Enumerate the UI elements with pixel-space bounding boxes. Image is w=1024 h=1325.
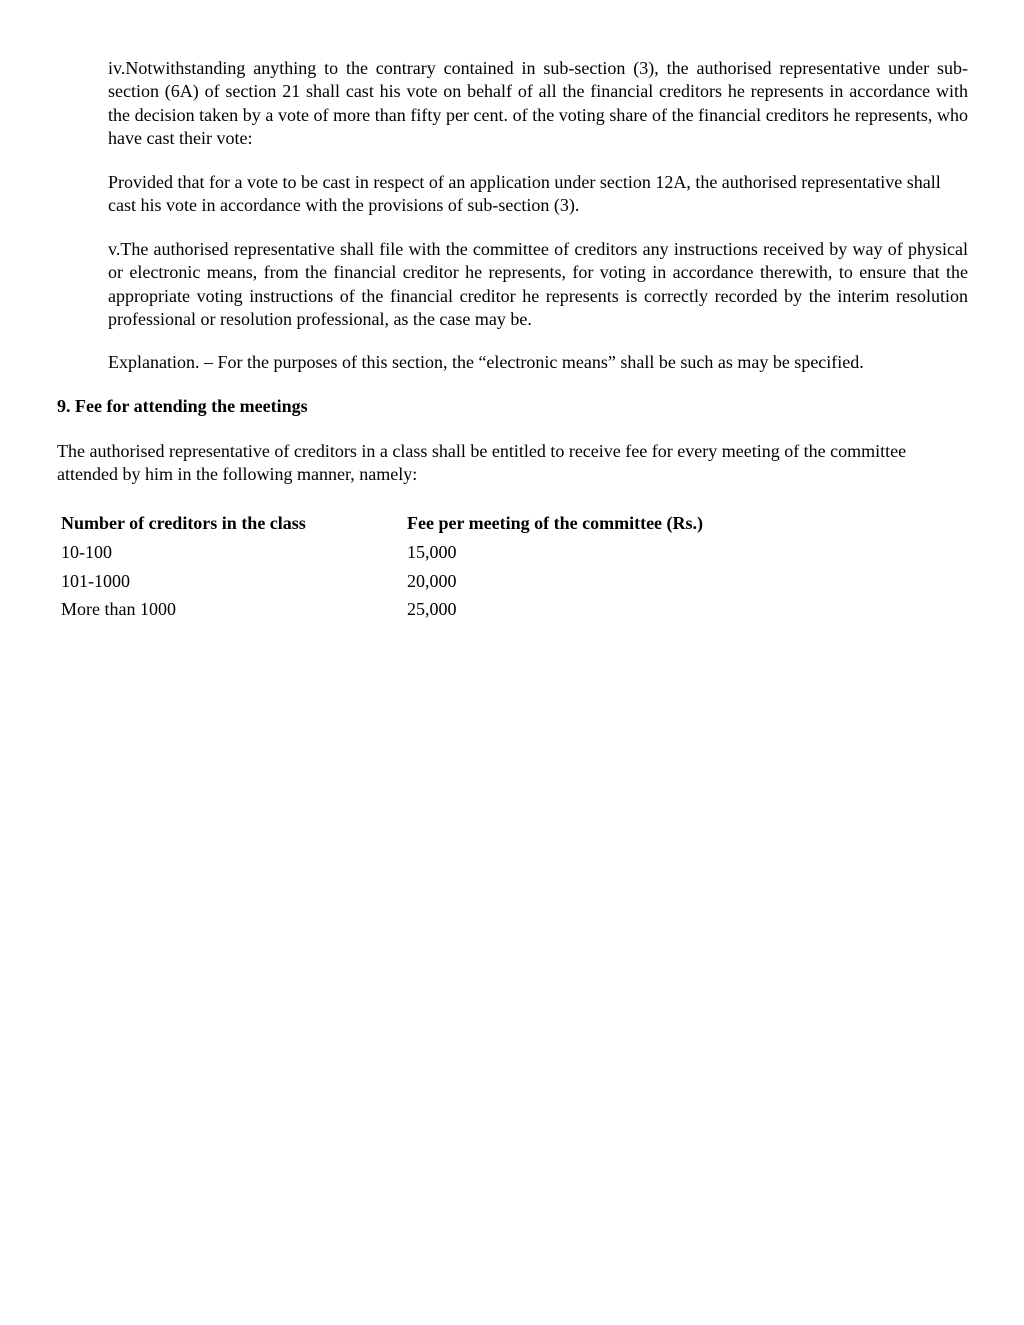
fee-cell: 20,000 [407, 570, 457, 591]
column-header-fee: Fee per meeting of the committee (Rs.) [407, 513, 704, 533]
proviso-paragraph: Provided that for a vote to be cast in respect of an application under section 12A, the authorised representative shall cast his vote in accordance with the provisions of sub-section (3). [108, 172, 941, 216]
table-header-row [57, 512, 831, 541]
column-header-creditors: Number of creditors in the class [61, 513, 306, 533]
creditors-cell: 101-1000 [61, 570, 130, 591]
table-row [57, 598, 831, 627]
table-row [57, 541, 831, 570]
explanation-paragraph: Explanation. – For the purposes of this section, the “electronic means” shall be such as may be specified. [108, 352, 864, 372]
clause-iv-paragraph: iv.Notwithstanding anything to the contrary contained in sub-section (3), the authorised representative under sub-section (6A) of section 21 shall cast his vote on behalf of all the financial creditors he represents in accordance with the decision taken by a vote of more than fifty per cent. of the voting share of the financial creditors he represents, who have cast their vote: [108, 58, 968, 149]
creditors-cell: 10-100 [61, 542, 112, 562]
fee-table [57, 512, 831, 627]
clause-v-paragraph: v.The authorised representative shall file with the committee of creditors any instructions received by way of physical or electronic means, from the financial creditor he represents, for voting in accordance therewith, to ensure that the appropriate voting instructions of the financial creditor he represents is correctly recorded by the interim resolution professional or resolution professional, as the case may be. [108, 239, 968, 330]
creditors-cell: More than 1000 [61, 599, 176, 619]
table-row [57, 570, 831, 599]
section-intro-paragraph: The authorised representative of creditors in a class shall be entitled to receive fee for every meeting of the committee attended by him in the following manner, namely: [57, 441, 907, 485]
fee-cell: 25,000 [407, 599, 457, 619]
fee-cell: 15,000 [407, 542, 457, 562]
section-heading: 9. Fee for attending the meetings [57, 396, 308, 416]
